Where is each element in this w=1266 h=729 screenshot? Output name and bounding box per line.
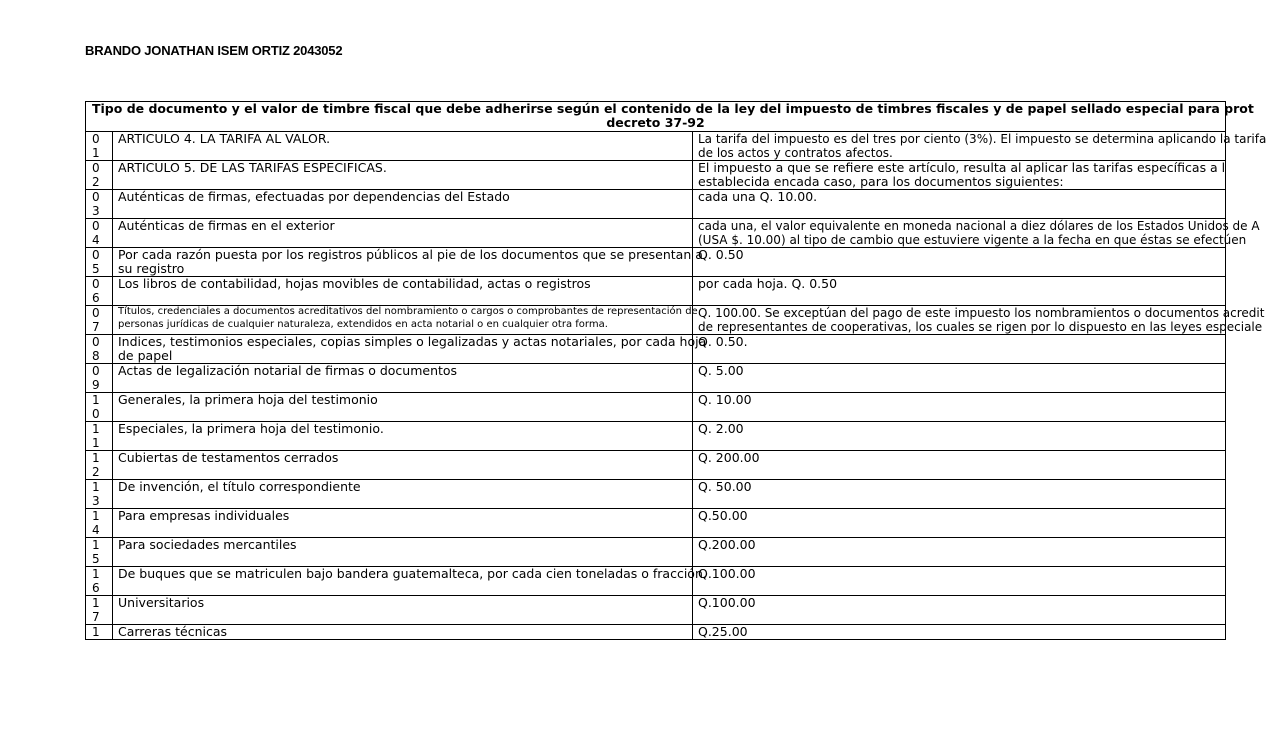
cell-line-n1: 1 [92, 538, 100, 552]
row-value [693, 625, 1226, 640]
row-number [86, 190, 113, 219]
cell-line-val1: cada una, el valor equivalente en moneda nacional a diez dólares de los Estados Unidos de A [698, 219, 1260, 233]
row-number [86, 306, 113, 335]
table-row [86, 248, 1226, 277]
cell-line-n1: 0 [92, 132, 100, 146]
row-description [113, 566, 707, 596]
cell-line-desc2: de papel [118, 348, 173, 363]
cell-line-desc1: De invención, el título correspondiente [118, 479, 361, 494]
cell-line-val1: Q.200.00 [698, 537, 756, 552]
cell-line-n1: 1 [92, 567, 100, 581]
cell-line-n2: 2 [92, 175, 100, 189]
row-number [86, 364, 113, 393]
cell-line-n1: 0 [92, 161, 100, 175]
row-value [693, 132, 1266, 161]
cell-line-desc1: Actas de legalización notarial de firmas o documentos [118, 363, 458, 378]
cell-line-n1: 0 [92, 335, 100, 349]
cell-line-desc1: Especiales, la primera hoja del testimonio. [118, 421, 384, 436]
cell-line-val1: Q.100.00 [698, 566, 756, 581]
row-description [113, 538, 693, 567]
cell-line-n2: 8 [92, 349, 100, 363]
cell-line-desc1: Indices, testimonios especiales, copias simples o legalizadas y actas notariales, por cada hoja [118, 334, 707, 349]
cell-line-val1: Q. 5.00 [698, 363, 744, 378]
cell-line-n1: 0 [92, 277, 100, 291]
row-value [693, 161, 1226, 190]
cell-line-desc1: Carreras técnicas [118, 624, 228, 639]
cell-line-desc1: Para sociedades mercantiles [118, 537, 297, 552]
row-value [693, 451, 1226, 480]
cell-line-val1: Q.50.00 [698, 508, 748, 523]
row-number [86, 538, 113, 567]
table-row [86, 538, 1226, 567]
cell-line-val1: La tarifa del impuesto es del tres por ciento (3%). El impuesto se determina aplicando la tarifa [698, 132, 1266, 146]
table-header-line-2: decreto 37-92 [606, 115, 705, 130]
cell-line-desc1: De buques que se matriculen bajo bandera guatemalteca, por cada cien toneladas o fracción. [118, 566, 707, 581]
table-row [86, 277, 1226, 306]
row-description [113, 393, 693, 422]
row-description [113, 247, 703, 277]
cell-line-val1: Q. 0.50. [698, 334, 748, 349]
cell-line-n2: 7 [92, 610, 100, 624]
cell-line-val1: cada una Q. 10.00. [698, 189, 818, 204]
cell-line-desc1: ARTICULO 4. LA TARIFA AL VALOR. [118, 131, 331, 146]
table-row [86, 306, 1226, 335]
cell-line-val1: Q. 10.00 [698, 392, 752, 407]
row-number [86, 335, 113, 364]
row-description [113, 509, 693, 538]
row-value [693, 567, 1226, 596]
row-number [86, 567, 113, 596]
row-value [693, 306, 1265, 335]
cell-line-val2: (USA $. 10.00) al tipo de cambio que estuviere vigente a la fecha en que éstas se efectúen [698, 233, 1247, 247]
row-number [86, 480, 113, 509]
cell-line-val1: Q. 50.00 [698, 479, 752, 494]
row-value [693, 509, 1226, 538]
row-value [693, 190, 1226, 219]
cell-line-val1: El impuesto a que se refiere este artículo, resulta al aplicar las tarifas específicas a l [698, 160, 1226, 175]
table-header-line-1: Tipo de documento y el valor de timbre fiscal que debe adherirse según el contenido de la ley del impuesto de timbres fiscales y de papel sellado especial para prot [92, 101, 1254, 116]
cell-line-n2: 5 [92, 552, 100, 566]
cell-line-val1: Q. 100.00. Se exceptúan del pago de este impuesto los nombramientos o documentos acredit [698, 306, 1265, 320]
table-header [86, 101, 1254, 132]
row-value [693, 248, 1226, 277]
row-number [86, 451, 113, 480]
cell-line-val1: por cada hoja. Q. 0.50 [698, 276, 838, 291]
table-row [86, 161, 1226, 190]
table-row [86, 625, 1226, 640]
row-description [113, 306, 698, 335]
table-row [86, 364, 1226, 393]
cell-line-desc1: Los libros de contabilidad, hojas movibles de contabilidad, actas o registros [118, 276, 591, 291]
row-number [86, 625, 113, 640]
table-row [86, 393, 1226, 422]
row-number [86, 219, 113, 248]
row-number [86, 132, 113, 161]
cell-line-val1: Q.25.00 [698, 624, 748, 639]
cell-line-n1: 1 [92, 596, 100, 610]
cell-line-n2: 1 [92, 436, 100, 450]
cell-line-desc1: Títulos, credenciales a documentos acreditativos del nombramiento o cargos o comprobantes de representación de [118, 306, 698, 317]
cell-line-n1: 1 [92, 509, 100, 523]
row-description [113, 625, 693, 640]
row-number [86, 422, 113, 451]
row-description [113, 190, 693, 219]
row-value [693, 219, 1260, 248]
cell-line-n2: 1 [92, 146, 100, 160]
cell-line-desc1: Universitarios [118, 595, 205, 610]
cell-line-n2: 5 [92, 262, 100, 276]
row-description [113, 451, 693, 480]
table-row [86, 335, 1226, 364]
cell-line-desc1: Generales, la primera hoja del testimonio [118, 392, 378, 407]
cell-line-n1: 0 [92, 248, 100, 262]
cell-line-desc1: Cubiertas de testamentos cerrados [118, 450, 339, 465]
row-number [86, 248, 113, 277]
cell-line-n1: 0 [92, 219, 100, 233]
cell-line-n2: 4 [92, 523, 100, 537]
cell-line-val1: Q. 200.00 [698, 450, 760, 465]
cell-line-desc1: Auténticas de firmas en el exterior [118, 218, 335, 233]
table-row [86, 509, 1226, 538]
row-description [113, 364, 693, 393]
cell-line-desc1: Para empresas individuales [118, 508, 290, 523]
row-number [86, 596, 113, 625]
cell-line-n2: 0 [92, 407, 100, 421]
row-description [113, 480, 693, 509]
row-value [693, 538, 1226, 567]
table-body [86, 131, 1266, 640]
table-row [86, 219, 1226, 248]
cell-line-n2: 6 [92, 291, 100, 305]
row-value [693, 596, 1226, 625]
table-row [86, 567, 1226, 596]
cell-line-val1: Q.100.00 [698, 595, 756, 610]
cell-line-desc1: Auténticas de firmas, efectuadas por dependencias del Estado [118, 189, 510, 204]
row-number [86, 161, 113, 190]
cell-line-n2: 4 [92, 233, 100, 247]
table-row [86, 596, 1226, 625]
cell-line-n1: 0 [92, 190, 100, 204]
row-description [113, 219, 693, 248]
author-line: BRANDO JONATHAN ISEM ORTIZ 2043052 [85, 43, 343, 58]
cell-line-n2: 6 [92, 581, 100, 595]
cell-line-n2: 3 [92, 494, 100, 508]
table-row [86, 190, 1226, 219]
cell-line-val2: de los actos y contratos afectos. [698, 146, 893, 160]
row-value [693, 335, 1226, 364]
table-row [86, 451, 1226, 480]
cell-line-n1: 1 [92, 480, 100, 494]
cell-line-n1: 1 [92, 422, 100, 436]
cell-line-n1: 0 [92, 306, 100, 320]
cell-line-desc1: ARTICULO 5. DE LAS TARIFAS ESPECIFICAS. [118, 160, 387, 175]
cell-line-n1: 0 [92, 364, 100, 378]
cell-line-val2: establecida encada caso, para los documentos siguientes: [698, 174, 1064, 189]
row-number [86, 509, 113, 538]
cell-line-n1: 1 [92, 393, 100, 407]
cell-line-n2: 3 [92, 204, 100, 218]
cell-line-desc2: personas jurídicas de cualquier naturaleza, extendidos en acta notarial o en cualquier otra forma. [118, 318, 608, 330]
cell-line-n2: 9 [92, 378, 100, 392]
row-description [113, 132, 693, 161]
row-number [86, 393, 113, 422]
row-description [113, 161, 693, 190]
stamp-tax-table [85, 101, 1266, 640]
row-number [86, 277, 113, 306]
row-value [693, 364, 1226, 393]
cell-line-desc2: su registro [118, 261, 185, 276]
cell-line-val1: Q. 2.00 [698, 421, 744, 436]
cell-line-val1: Q. 0.50 [698, 247, 744, 262]
cell-line-n2: 7 [92, 320, 100, 334]
row-value [693, 480, 1226, 509]
row-description [113, 422, 693, 451]
row-value [693, 422, 1226, 451]
cell-line-desc1: Por cada razón puesta por los registros públicos al pie de los documentos que se presentan a [118, 247, 703, 262]
table-row [86, 422, 1226, 451]
cell-line-n2: 2 [92, 465, 100, 479]
cell-line-n1: 1 [92, 451, 100, 465]
table-row [86, 480, 1226, 509]
table-row [86, 132, 1226, 161]
row-description [113, 277, 693, 306]
row-description [113, 334, 707, 364]
cell-line-val2: de representantes de cooperativas, los cuales se rigen por lo dispuesto en las leyes especiale [698, 320, 1263, 334]
row-value [693, 393, 1226, 422]
row-value [693, 277, 1226, 306]
row-description [113, 596, 693, 625]
cell-line-n1: 1 [92, 625, 100, 639]
